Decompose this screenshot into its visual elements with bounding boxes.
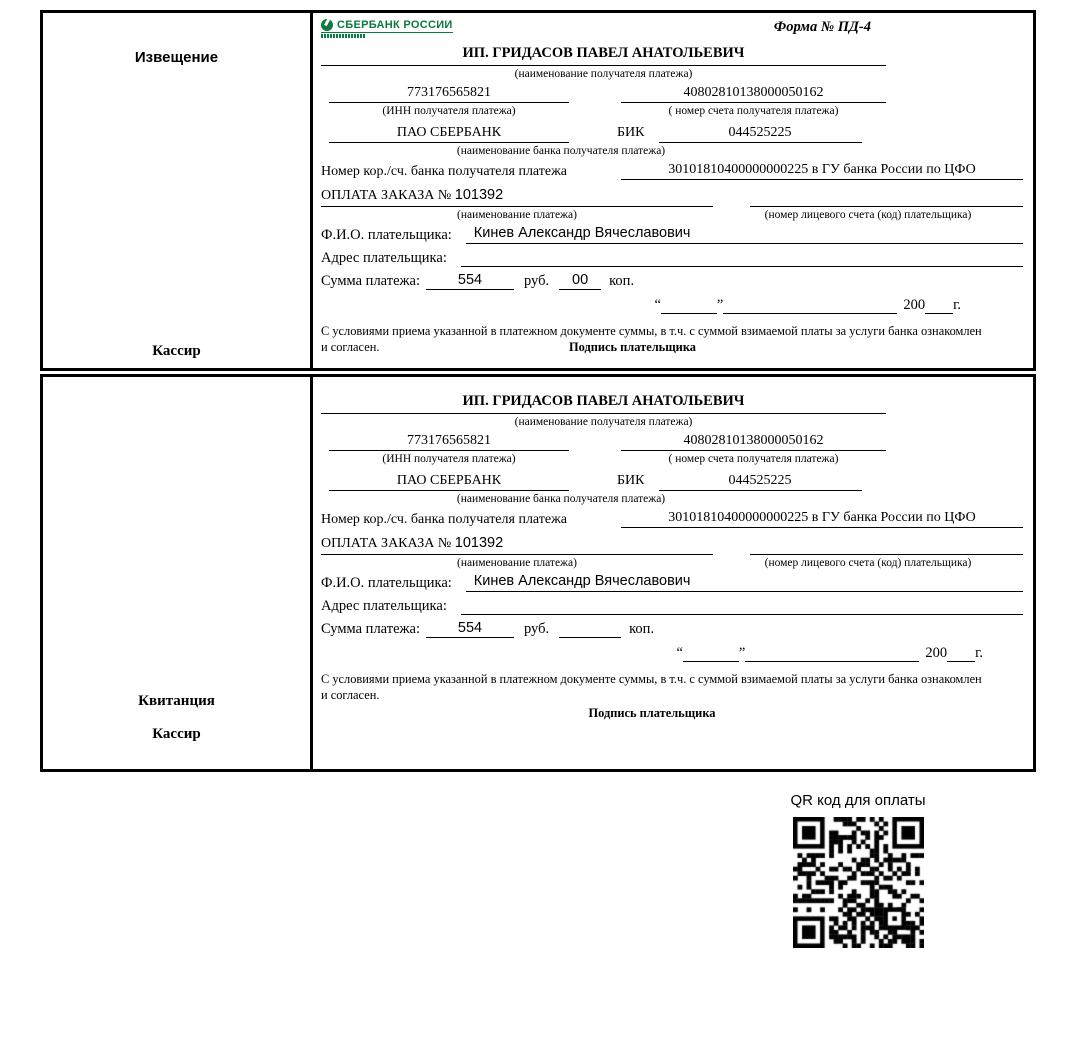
- receipt-content: [313, 377, 1033, 769]
- inn-caption: (ИНН получателя платежа): [382, 105, 516, 117]
- notice-content: [313, 13, 1033, 368]
- payment-caption: (наименование платежа): [457, 557, 577, 569]
- date-month-line: [745, 644, 919, 662]
- sum-kop-value: 00: [559, 272, 601, 290]
- sum-kop-value: [559, 620, 621, 638]
- sum-rub-value: 554: [426, 620, 514, 638]
- personal-account-caption: (номер лицевого счета (код) плательщика): [764, 209, 972, 221]
- inn-value: 773176565821: [329, 85, 569, 103]
- corr-account-label: Номер кор./сч. банка получателя платежа: [321, 512, 567, 527]
- notice-side-column: [43, 13, 313, 368]
- sum-label: Сумма платежа:: [321, 621, 420, 637]
- payer-name-label: Ф.И.О. плательщика:: [321, 227, 452, 243]
- bik-label: БИК: [617, 125, 645, 140]
- signature-label: Подпись плательщика: [569, 340, 696, 354]
- year-suffix: г.: [953, 297, 961, 313]
- agreement-text: С условиями приема указанной в платежном документе суммы, в т.ч. с суммой взимаемой платы за услуги банка ознакомлен и согласен.: [321, 324, 982, 355]
- agreement-text: С условиями приема указанной в платежном документе суммы, в т.ч. с суммой взимаемой платы за услуги банка ознакомлен и согласен.: [321, 672, 982, 703]
- bank-name-value: ПАО СБЕРБАНК: [329, 125, 569, 143]
- sberbank-logo-icon: [321, 19, 333, 31]
- order-number: 101392: [454, 187, 504, 203]
- bik-value: 044525225: [659, 125, 862, 143]
- personal-account-caption: (номер лицевого счета (код) плательщика): [764, 557, 972, 569]
- form-number: Форма № ПД-4: [773, 19, 871, 35]
- personal-account-line: [750, 536, 1023, 555]
- payment-purpose: ОПЛАТА ЗАКАЗА №: [321, 188, 452, 203]
- bank-caption: (наименование банка получателя платежа): [456, 493, 666, 505]
- account-value: 40802810138000050162: [621, 85, 886, 103]
- notice-cashier-label: Кассир: [152, 343, 201, 359]
- notice-title: Извещение: [134, 49, 219, 66]
- date-month-line: [723, 296, 897, 314]
- notice-section: [40, 10, 1036, 371]
- kop-label: коп.: [629, 621, 655, 637]
- date-year-line: [947, 644, 975, 662]
- kop-label: коп.: [609, 273, 635, 289]
- payment-caption: (наименование платежа): [457, 209, 577, 221]
- date-day-line: [661, 296, 717, 314]
- payer-address-label: Адрес плательщика:: [321, 598, 447, 614]
- sberbank-logo: [321, 19, 453, 38]
- receipt-section: [40, 374, 1036, 772]
- payer-address-value: [461, 248, 1023, 267]
- receipt-title: Квитанция: [138, 693, 215, 709]
- account-value: 40802810138000050162: [621, 433, 886, 451]
- account-caption: ( номер счета получателя платежа): [668, 453, 839, 465]
- personal-account-line: [750, 188, 1023, 207]
- payer-name-label: Ф.И.О. плательщика:: [321, 575, 452, 591]
- sberbank-logo-text: СБЕРБАНК РОССИИ: [337, 19, 453, 31]
- quote-open: “: [654, 297, 661, 313]
- signature-label: Подпись плательщика: [588, 706, 716, 721]
- receipt-cashier-label: Кассир: [152, 726, 201, 742]
- date-day-line: [683, 644, 739, 662]
- sberbank-logo-tagline: [321, 34, 365, 38]
- order-number: 101392: [454, 535, 504, 551]
- payer-address-value: [461, 596, 1023, 615]
- rub-label: руб.: [524, 621, 550, 637]
- year-prefix: 200: [925, 645, 948, 661]
- corr-account-value: 30101810400000000225 в ГУ банка России по ЦФО: [621, 510, 1023, 528]
- payment-purpose: ОПЛАТА ЗАКАЗА №: [321, 536, 452, 551]
- recipient-caption: (наименование получателя платежа): [514, 68, 693, 80]
- recipient-name: ИП. ГРИДАСОВ ПАВЕЛ АНАТОЛЬЕВИЧ: [321, 393, 886, 414]
- bik-label: БИК: [617, 473, 645, 488]
- qr-caption: QR код для оплаты: [790, 792, 926, 809]
- bank-caption: (наименование банка получателя платежа): [456, 145, 666, 157]
- corr-account-value: 30101810400000000225 в ГУ банка России по ЦФО: [621, 162, 1023, 180]
- corr-account-label: Номер кор./сч. банка получателя платежа: [321, 164, 567, 179]
- rub-label: руб.: [524, 273, 550, 289]
- payer-name-value: Кинев Александр Вячеславович: [466, 225, 1023, 244]
- bank-name-value: ПАО СБЕРБАНК: [329, 473, 569, 491]
- quote-close: ”: [738, 645, 746, 661]
- quote-open: “: [676, 645, 683, 661]
- bik-value: 044525225: [659, 473, 862, 491]
- inn-caption: (ИНН получателя платежа): [382, 453, 516, 465]
- qr-block: [783, 792, 933, 948]
- recipient-name: ИП. ГРИДАСОВ ПАВЕЛ АНАТОЛЬЕВИЧ: [321, 45, 886, 66]
- sum-label: Сумма платежа:: [321, 273, 420, 289]
- account-caption: ( номер счета получателя платежа): [668, 105, 839, 117]
- date-year-line: [925, 296, 953, 314]
- year-suffix: г.: [975, 645, 983, 661]
- receipt-side-column: [43, 377, 313, 769]
- quote-close: ”: [716, 297, 724, 313]
- payer-name-value: Кинев Александр Вячеславович: [466, 573, 1023, 592]
- qr-code-image: [793, 817, 924, 948]
- recipient-caption: (наименование получателя платежа): [514, 416, 693, 428]
- year-prefix: 200: [903, 297, 926, 313]
- inn-value: 773176565821: [329, 433, 569, 451]
- sum-rub-value: 554: [426, 272, 514, 290]
- payer-address-label: Адрес плательщика:: [321, 250, 447, 266]
